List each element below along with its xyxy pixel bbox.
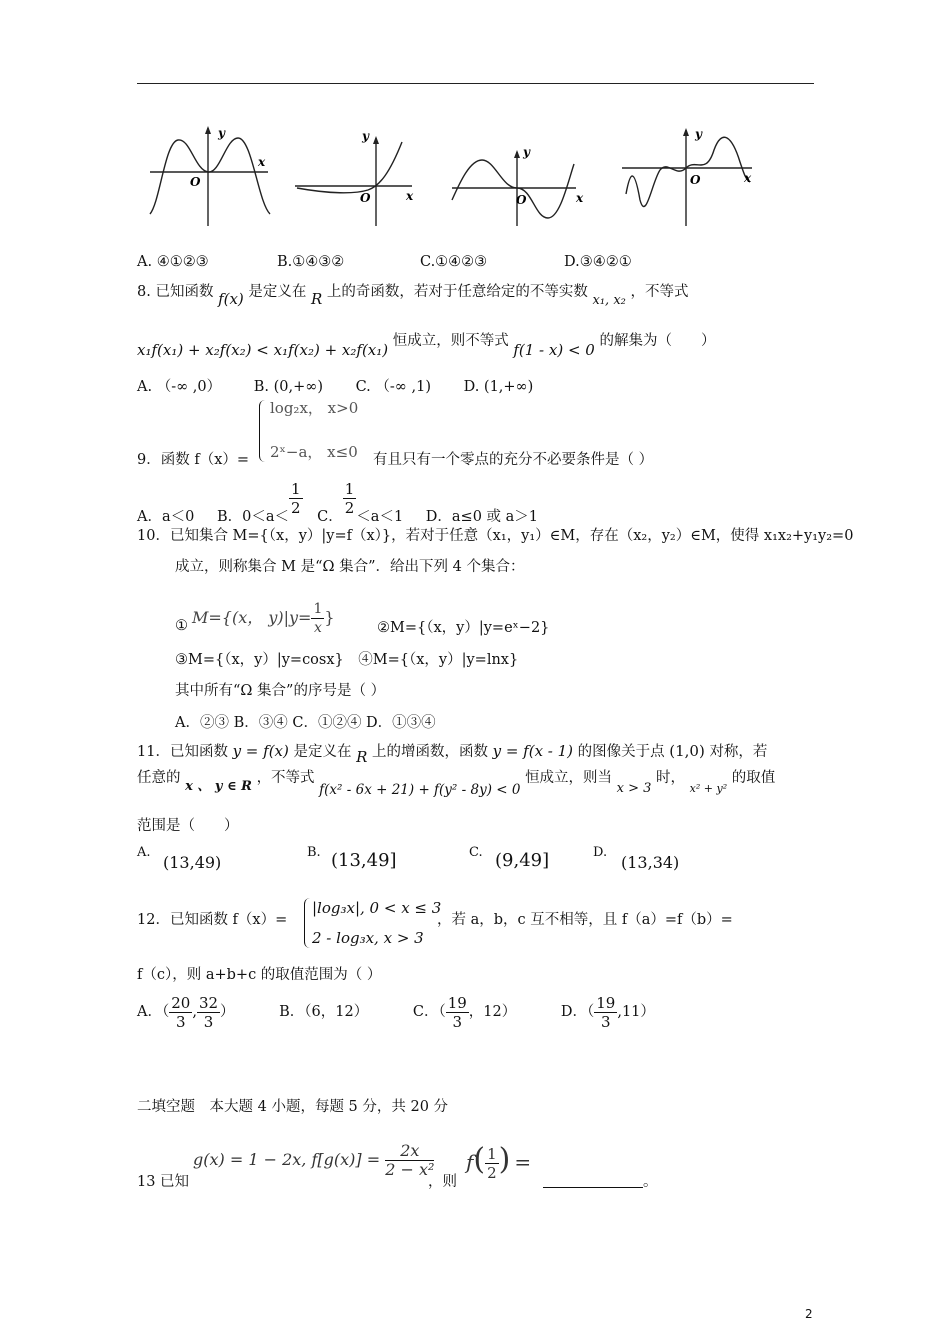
graph-1-origin-label: O (190, 175, 201, 189)
q12-option-d-label: D．（ (560, 1004, 595, 1020)
q11-text-6: 任意的 (137, 770, 181, 786)
q9-case-2: 2ˣ−a， x≤0 (270, 443, 358, 461)
q10-stem-line1: 10．已知集合 M={（x，y）|y=f（x）}，若对于任意（x₁，y₁）∈M，存在（x₂，y₂）∈M，使得 x₁x₂+y₁y₂=0 (137, 528, 854, 544)
q8-option-d: D. (1,+∞) (463, 379, 534, 395)
q12-option-d-fraction: $\frac{19}{3}$ (596, 993, 616, 1031)
q12-option-a-fraction-2: $\frac{32}{3}$ (198, 993, 219, 1031)
q11-point: (1,0) (669, 742, 705, 760)
q13-then: ，则 (428, 1174, 457, 1190)
q11-func-2: y = f(x - 1) (492, 742, 574, 760)
q10-options: A．②③ B．③④ C．①②④ D．①③④ (175, 715, 436, 731)
q12-case-1: |log₃x|, 0 < x ≤ 3 (312, 899, 442, 917)
q11-option-c-label: C. (469, 845, 483, 860)
graph-1-y-label: y (218, 126, 225, 140)
function-graphs (140, 122, 780, 232)
q11-text-4: 的图像关于点 (577, 744, 665, 760)
q8-fx: f(x) (218, 290, 244, 308)
q7-option-c: C.①④②③ (420, 254, 488, 270)
q12-stem-line2: f（c），则 a+b+c 的取值范围为（ ） (137, 967, 382, 983)
graph-2-y-label: y (362, 129, 369, 143)
q8-text-1: 8. 已知函数 (137, 284, 214, 300)
q11-text-8: 恒成立，则当 (525, 770, 613, 786)
q11-text-5: 对称，若 (709, 744, 768, 760)
q9-case-1: log₂x， x>0 (270, 399, 359, 417)
q13-equals: = (514, 1150, 532, 1174)
q13-label: 13 已知 (137, 1174, 190, 1190)
q13-answer-line (543, 1172, 658, 1192)
q10-set-1-end: } (324, 608, 335, 627)
q8-inequality-2: f(1 - x) < 0 (513, 341, 595, 359)
q10-set-2: ②M={（x，y）|y=eˣ−2} (377, 620, 550, 636)
q9-stem-start: 9．函数 f（x）= (137, 452, 250, 468)
q9-half-fraction-b: $\frac{1}{2}$ (290, 480, 301, 517)
q13-half-fraction: $\frac{1}{2}$ (487, 1145, 497, 1182)
q7-option-a: A. ④①②③ (137, 254, 209, 270)
q11-func-1: y = f(x) (232, 742, 289, 760)
q11-stem-line1 (137, 741, 768, 766)
q8-text-6: 的解集为（ ） (599, 333, 716, 349)
q11-condition: x > 3 (616, 781, 652, 796)
graph-4-y-label: y (695, 127, 702, 141)
q10-set-1 (192, 600, 335, 636)
q10-set-1-expr: M={(x， y)|y= (192, 608, 312, 627)
graph-1-x-label: x (258, 155, 266, 169)
q8-options (137, 377, 533, 397)
graph-3-y-label: y (523, 145, 530, 159)
q11-xy: x 、 y ∈ R (185, 779, 252, 794)
graph-4-x-label: x (744, 171, 752, 185)
q8-text-3: 上的奇函数，若对于任意给定的不等实数 (326, 284, 588, 300)
q11-text-9: 时， (656, 770, 686, 786)
q12-option-c-fraction: $\frac{19}{3}$ (447, 993, 467, 1031)
q11-option-b-label: B. (307, 845, 321, 860)
graph-4-origin-label: O (690, 173, 701, 187)
graph-2 (295, 136, 412, 226)
q13-answer-blank[interactable] (543, 1173, 643, 1188)
q11-option-d-label: D. (593, 845, 608, 860)
q8-stem-line2 (137, 330, 716, 359)
q11-option-a-label: A. (137, 845, 151, 860)
q11-text-3: 上的增函数，函数 (371, 744, 488, 760)
q12-case-2: 2 - log₃x, x > 3 (312, 929, 424, 947)
q12-stem-cont: ，若 a，b，c 互不相等，且 f（a）=f（b）= (437, 912, 733, 928)
q10-set-1-marker: ① (175, 618, 188, 634)
q12-option-c-label: C．（ (412, 1004, 446, 1020)
q9-option-c-label: C． (317, 509, 343, 525)
page-number: 2 (805, 1307, 813, 1321)
q11-option-c: (9,49] (495, 850, 550, 871)
graph-1 (150, 126, 270, 226)
q9-option-c: ＜a＜1 (356, 509, 404, 525)
q11-inequality: f(x² - 6x + 21) + f(y² - 8y) < 0 (319, 782, 521, 798)
q10-stem-line2: 成立，则称集合 M 是“Ω 集合”．给出下列 4 个集合： (175, 559, 525, 575)
q11-expression: x² + y² (689, 782, 728, 795)
q9-half-fraction-c: $\frac{1}{2}$ (344, 480, 355, 517)
q11-option-a: (13,49) (163, 853, 222, 872)
q12-option-a-label: A．（ (137, 1004, 170, 1020)
q12-option-a-end: ） (220, 1004, 235, 1020)
q11-r: R (356, 748, 368, 766)
graph-2-x-label: x (406, 189, 414, 203)
q9-option-d: D．a≤0 或 a＞1 (425, 509, 539, 525)
q13-f: f (466, 1150, 474, 1174)
q10-question: 其中所有“Ω 集合”的序号是（ ） (175, 683, 386, 699)
q12-stem-start: 12．已知函数 f（x）= (137, 912, 288, 928)
q8-text-5: 恒成立，则不等式 (392, 333, 509, 349)
graph-4 (622, 128, 752, 226)
q13-ask: f( $\frac{1}{2}$ ) = (466, 1142, 532, 1182)
q11-text-1: 11．已知函数 (137, 744, 228, 760)
q8-option-c: C. （-∞ ,1) (355, 379, 431, 395)
q9-options (137, 480, 539, 525)
q12-options: A．（ $\frac{20}{3}$ , $\frac{32}{3}$ ） B．（6，12） C．（ $\frac{19}{3}$ ，12） D．（ $\frac{19}{3}$ ,11） (137, 993, 655, 1031)
graph-3 (452, 150, 576, 226)
q8-x1x2: x₁, x₂ (592, 293, 626, 308)
q13-period: 。 (643, 1174, 658, 1190)
q12-option-d-end: ,11） (617, 1004, 655, 1020)
q12-option-b: B．（6，12） (279, 1004, 369, 1020)
q11-range-label: 范围是（ ） (137, 818, 239, 834)
q8-text-2: 是定义在 (248, 284, 307, 300)
q8-option-b: B. (0,+∞) (253, 379, 323, 395)
graph-2-origin-label: O (360, 191, 371, 205)
q12-option-c-end: ，12） (468, 1004, 517, 1020)
q13-given (193, 1140, 434, 1180)
q11-text-2: 是定义在 (293, 744, 352, 760)
q10-set-1-fraction: $\frac{1}{x}$ (313, 601, 323, 636)
q9-option-a: A．a＜0 (137, 509, 195, 525)
q7-option-d: D.③④②① (564, 254, 632, 270)
q11-text-7: ，不等式 (256, 770, 315, 786)
graph-3-origin-label: O (516, 193, 527, 207)
q9-brace (259, 400, 268, 462)
q13-g-expr: g(x) = 1 − 2x, f[g(x)] = (193, 1150, 381, 1169)
q9-option-b: B．0＜a＜ (216, 509, 289, 525)
q8-stem-line1 (137, 281, 689, 308)
q10-sets-3-4: ③M={（x，y）|y=cosx} ④M={（x，y）|y=lnx} (175, 652, 519, 668)
q13-fraction: $\frac{2x}{\text{2 − x²}}$ (385, 1141, 435, 1179)
q11-option-d: (13,34) (621, 853, 680, 872)
header-rule (137, 83, 814, 84)
section-2-heading: 二填空题 本大题 4 小题，每题 5 分，共 20 分 (137, 1099, 449, 1115)
q8-inequality: x₁f(x₁) + x₂f(x₂) < x₁f(x₂) + x₂f(x₁) (137, 341, 389, 359)
q11-stem-line2 (137, 768, 776, 798)
q8-option-a: A. （-∞ ,0） (137, 379, 222, 395)
q7-option-b: B.①④③② (277, 254, 345, 270)
q8-text-4: ，不等式 (630, 284, 689, 300)
q12-option-a-fraction-1: $\frac{20}{3}$ (171, 993, 191, 1031)
q9-stem-end: 有且只有一个零点的充分不必要条件是（ ） (373, 452, 654, 468)
q11-text-10: 的取值 (731, 770, 776, 786)
q11-option-b: (13,49] (331, 850, 397, 871)
graph-3-x-label: x (576, 191, 584, 205)
q8-r: R (311, 290, 323, 308)
